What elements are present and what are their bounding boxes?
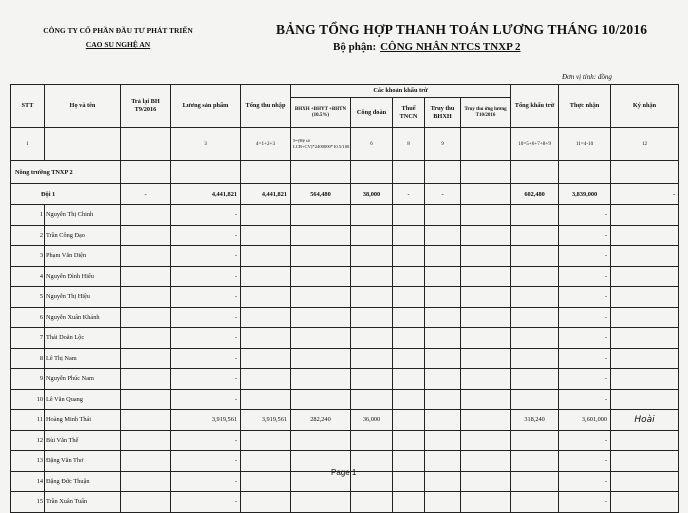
row-bh-refund [121,225,171,246]
row-tax [393,348,425,369]
row-signature [611,451,679,472]
row-advance-recovery [461,266,511,287]
row-advance-recovery [461,246,511,267]
row-total-income [241,389,291,410]
index-cell: 6 [351,128,393,161]
row-total-income [241,307,291,328]
row-stt: 13 [11,451,45,472]
row-net-pay: - [559,205,611,226]
row-bh-refund [121,451,171,472]
department-label: Bộ phận: [333,41,377,53]
row-signature [611,307,679,328]
row-social-recovery [425,369,461,390]
row-total-income [241,266,291,287]
row-name: Thái Doãn Lộc [45,328,121,349]
header-advance-recovery: Truy thu ứng lương T10/2016 [461,98,511,128]
index-cell: 8 [393,128,425,161]
team-net-pay: 3,839,000 [559,184,611,205]
row-advance-recovery [461,410,511,431]
team-name: Đội 1 [11,184,121,205]
row-insurance: 282,240 [291,410,351,431]
row-product-salary: - [171,225,241,246]
row-name: Nguyễn Xuân Khánh [45,307,121,328]
row-advance-recovery [461,348,511,369]
row-signature [611,430,679,451]
row-union [351,492,393,513]
table-row [11,205,679,226]
row-union [351,225,393,246]
row-social-recovery [425,389,461,410]
row-union [351,287,393,308]
row-total-income [241,205,291,226]
row-signature [611,348,679,369]
row-insurance [291,287,351,308]
index-cell [121,128,171,161]
header-total-deduction: Tổng khấu trừ [511,85,559,128]
row-insurance [291,246,351,267]
row-name: Đặng Văn Thơ [45,451,121,472]
row-bh-refund [121,205,171,226]
row-total-income: 3,919,561 [241,410,291,431]
row-insurance [291,205,351,226]
row-total-deduction [511,451,559,472]
row-signature [611,389,679,410]
row-stt: 5 [11,287,45,308]
row-stt: 15 [11,492,45,513]
row-bh-refund [121,307,171,328]
header-name: Họ và tên [45,85,121,128]
row-signature [611,225,679,246]
index-cell: 10=5+6+7+8+9 [511,128,559,161]
index-row [11,128,679,161]
row-insurance [291,266,351,287]
row-social-recovery [425,225,461,246]
row-net-pay: 3,601,000 [559,410,611,431]
row-social-recovery [425,348,461,369]
row-total-income [241,348,291,369]
table-row [11,369,679,390]
index-cell: 4=1+2+3 [241,128,291,161]
row-bh-refund [121,348,171,369]
row-total-deduction [511,471,559,492]
department [333,41,520,53]
row-net-pay: - [559,225,611,246]
team-bh-refund: - [121,184,171,205]
row-total-deduction [511,266,559,287]
row-net-pay: - [559,266,611,287]
row-insurance [291,389,351,410]
team-advance-recovery [461,184,511,205]
row-bh-refund [121,266,171,287]
company-name [38,24,198,52]
row-total-income [241,492,291,513]
table-row [11,348,679,369]
row-tax [393,451,425,472]
row-net-pay: - [559,492,611,513]
header-stt: STT [11,85,45,128]
row-social-recovery [425,307,461,328]
row-net-pay: - [559,451,611,472]
row-tax [393,471,425,492]
row-net-pay: - [559,307,611,328]
group-name: Nông trường TNXP 2 [11,161,121,184]
team-social-recovery: - [425,184,461,205]
index-cell: 12 [611,128,679,161]
table-row [11,389,679,410]
table-row [11,307,679,328]
row-signature [611,328,679,349]
row-union [351,328,393,349]
row-social-recovery [425,410,461,431]
row-advance-recovery [461,389,511,410]
row-social-recovery [425,451,461,472]
row-bh-refund [121,389,171,410]
row-total-deduction [511,307,559,328]
row-name: Đặng Đức Thuận [45,471,121,492]
index-cell: 11=4-10 [559,128,611,161]
row-signature [611,369,679,390]
index-cell: 1 [11,128,45,161]
row-stt: 2 [11,225,45,246]
row-stt: 4 [11,266,45,287]
row-advance-recovery [461,369,511,390]
team-insurance: 564,480 [291,184,351,205]
header-net-pay: Thực nhận [559,85,611,128]
company-line-2: CAO SU NGHỆ AN [85,40,151,49]
row-total-income [241,369,291,390]
row-social-recovery [425,492,461,513]
index-cell: 5=(Hệ số LCB+CV)*2400000*10.5/100 [291,128,351,161]
row-bh-refund [121,328,171,349]
row-name: Nguyễn Đình Hiếu [45,266,121,287]
row-total-deduction [511,205,559,226]
row-net-pay: - [559,287,611,308]
table-row [11,287,679,308]
row-stt: 10 [11,389,45,410]
row-signature [611,471,679,492]
row-product-salary: - [171,266,241,287]
row-union [351,348,393,369]
row-insurance [291,328,351,349]
row-name: Bùi Văn Thế [45,430,121,451]
row-advance-recovery [461,225,511,246]
table-row [11,266,679,287]
row-union [351,205,393,226]
row-product-salary: - [171,451,241,472]
row-product-salary: - [171,328,241,349]
row-name: Nguyễn Phúc Nam [45,369,121,390]
row-stt: 9 [11,369,45,390]
table-row [11,430,679,451]
row-stt: 3 [11,246,45,267]
team-signature: - [611,184,679,205]
row-name: Nguyễn Thị Chinh [45,205,121,226]
row-name: Hoàng Minh Thái [45,410,121,431]
row-advance-recovery [461,492,511,513]
row-product-salary: - [171,246,241,267]
row-bh-refund [121,492,171,513]
row-advance-recovery [461,205,511,226]
row-social-recovery [425,430,461,451]
row-stt: 11 [11,410,45,431]
row-total-deduction [511,246,559,267]
row-union: 36,000 [351,410,393,431]
row-advance-recovery [461,307,511,328]
row-total-deduction [511,369,559,390]
header-deductions-group: Các khoản khấu trừ [291,85,511,98]
row-tax [393,430,425,451]
row-union [351,471,393,492]
table-row [11,492,679,513]
team-union: 38,000 [351,184,393,205]
row-bh-refund [121,471,171,492]
row-union [351,266,393,287]
row-insurance [291,430,351,451]
index-cell: 9 [425,128,461,161]
row-total-income [241,430,291,451]
page-footer: Page 1 [331,468,357,477]
row-signature: Hoài [611,410,679,431]
row-net-pay: - [559,430,611,451]
row-insurance [291,307,351,328]
row-insurance [291,225,351,246]
row-total-income [241,328,291,349]
document-title: BẢNG TỔNG HỢP THANH TOÁN LƯƠNG THÁNG 10/2016 [276,22,648,37]
row-union [351,451,393,472]
row-bh-refund [121,430,171,451]
row-total-deduction [511,348,559,369]
row-insurance [291,492,351,513]
row-tax [393,266,425,287]
table-row [11,246,679,267]
header-product-salary: Lương sản phẩm [171,85,241,128]
row-product-salary: - [171,471,241,492]
row-advance-recovery [461,471,511,492]
index-cell [45,128,121,161]
row-net-pay: - [559,471,611,492]
row-total-deduction [511,430,559,451]
row-social-recovery [425,287,461,308]
row-stt: 1 [11,205,45,226]
row-advance-recovery [461,430,511,451]
row-social-recovery [425,328,461,349]
row-bh-refund [121,287,171,308]
row-name: Lê Thị Nam [45,348,121,369]
row-signature [611,205,679,226]
row-name: Nguyễn Thị Hiệu [45,287,121,308]
row-total-income [241,225,291,246]
header-total-income: Tổng thu nhập [241,85,291,128]
row-social-recovery [425,266,461,287]
team-product-salary: 4,441,821 [171,184,241,205]
row-tax [393,369,425,390]
row-net-pay: - [559,246,611,267]
row-total-income [241,471,291,492]
team-total-income: 4,441,821 [241,184,291,205]
payroll-table [10,84,679,513]
department-value: CÔNG NHÂN NTCS TNXP 2 [380,41,521,53]
row-product-salary: - [171,369,241,390]
row-union [351,246,393,267]
row-union [351,389,393,410]
row-product-salary: - [171,287,241,308]
row-advance-recovery [461,287,511,308]
row-total-deduction [511,287,559,308]
row-stt: 12 [11,430,45,451]
row-advance-recovery [461,328,511,349]
header-insurance: BHXH +BHYT +BHTN (10.5%) [291,98,351,128]
row-product-salary: - [171,205,241,226]
row-stt: 14 [11,471,45,492]
row-union [351,430,393,451]
row-product-salary: - [171,348,241,369]
row-product-salary: - [171,307,241,328]
row-social-recovery [425,246,461,267]
row-net-pay: - [559,328,611,349]
table-row [11,225,679,246]
row-tax [393,287,425,308]
row-stt: 8 [11,348,45,369]
row-stt: 7 [11,328,45,349]
row-net-pay: - [559,389,611,410]
row-product-salary: - [171,492,241,513]
row-total-income [241,246,291,267]
row-total-deduction [511,225,559,246]
row-insurance [291,348,351,369]
header-bh-refund: Trả lại BH T9/2016 [121,85,171,128]
unit-note: Đơn vị tính: đồng [562,73,612,81]
row-total-deduction [511,328,559,349]
row-tax [393,410,425,431]
group-row [11,161,679,184]
row-signature [611,266,679,287]
row-net-pay: - [559,348,611,369]
row-union [351,307,393,328]
header-union: Công đoàn [351,98,393,128]
index-cell [461,128,511,161]
row-tax [393,389,425,410]
row-social-recovery [425,205,461,226]
row-social-recovery [425,471,461,492]
row-advance-recovery [461,451,511,472]
header-social-recovery: Truy thu BHXH [425,98,461,128]
row-total-deduction [511,389,559,410]
row-total-income [241,287,291,308]
row-tax [393,328,425,349]
row-tax [393,225,425,246]
row-tax [393,205,425,226]
row-total-income [241,451,291,472]
row-total-deduction [511,492,559,513]
row-signature [611,287,679,308]
header-tax: Thuế TNCN [393,98,425,128]
row-name: Phạm Văn Diện [45,246,121,267]
row-signature [611,246,679,267]
header-signature: Ký nhận [611,85,679,128]
table-row [11,410,679,431]
team-row [11,184,679,205]
row-bh-refund [121,246,171,267]
row-bh-refund [121,410,171,431]
row-product-salary: - [171,389,241,410]
row-product-salary: - [171,430,241,451]
company-line-1: CÔNG TY CỔ PHẦN ĐẦU TƯ PHÁT TRIỂN [43,26,193,35]
row-bh-refund [121,369,171,390]
row-tax [393,492,425,513]
row-stt: 6 [11,307,45,328]
row-tax [393,307,425,328]
row-net-pay: - [559,369,611,390]
team-tax: - [393,184,425,205]
index-cell: 3 [171,128,241,161]
row-tax [393,246,425,267]
row-union [351,369,393,390]
row-name: Trần Xuân Tuấn [45,492,121,513]
row-insurance [291,369,351,390]
employee-rows [11,205,679,513]
row-name: Lê Văn Quang [45,389,121,410]
team-total-deduction: 602,480 [511,184,559,205]
row-total-deduction: 318,240 [511,410,559,431]
row-signature [611,492,679,513]
row-name: Trần Công Đạo [45,225,121,246]
row-product-salary: 3,919,561 [171,410,241,431]
table-row [11,328,679,349]
